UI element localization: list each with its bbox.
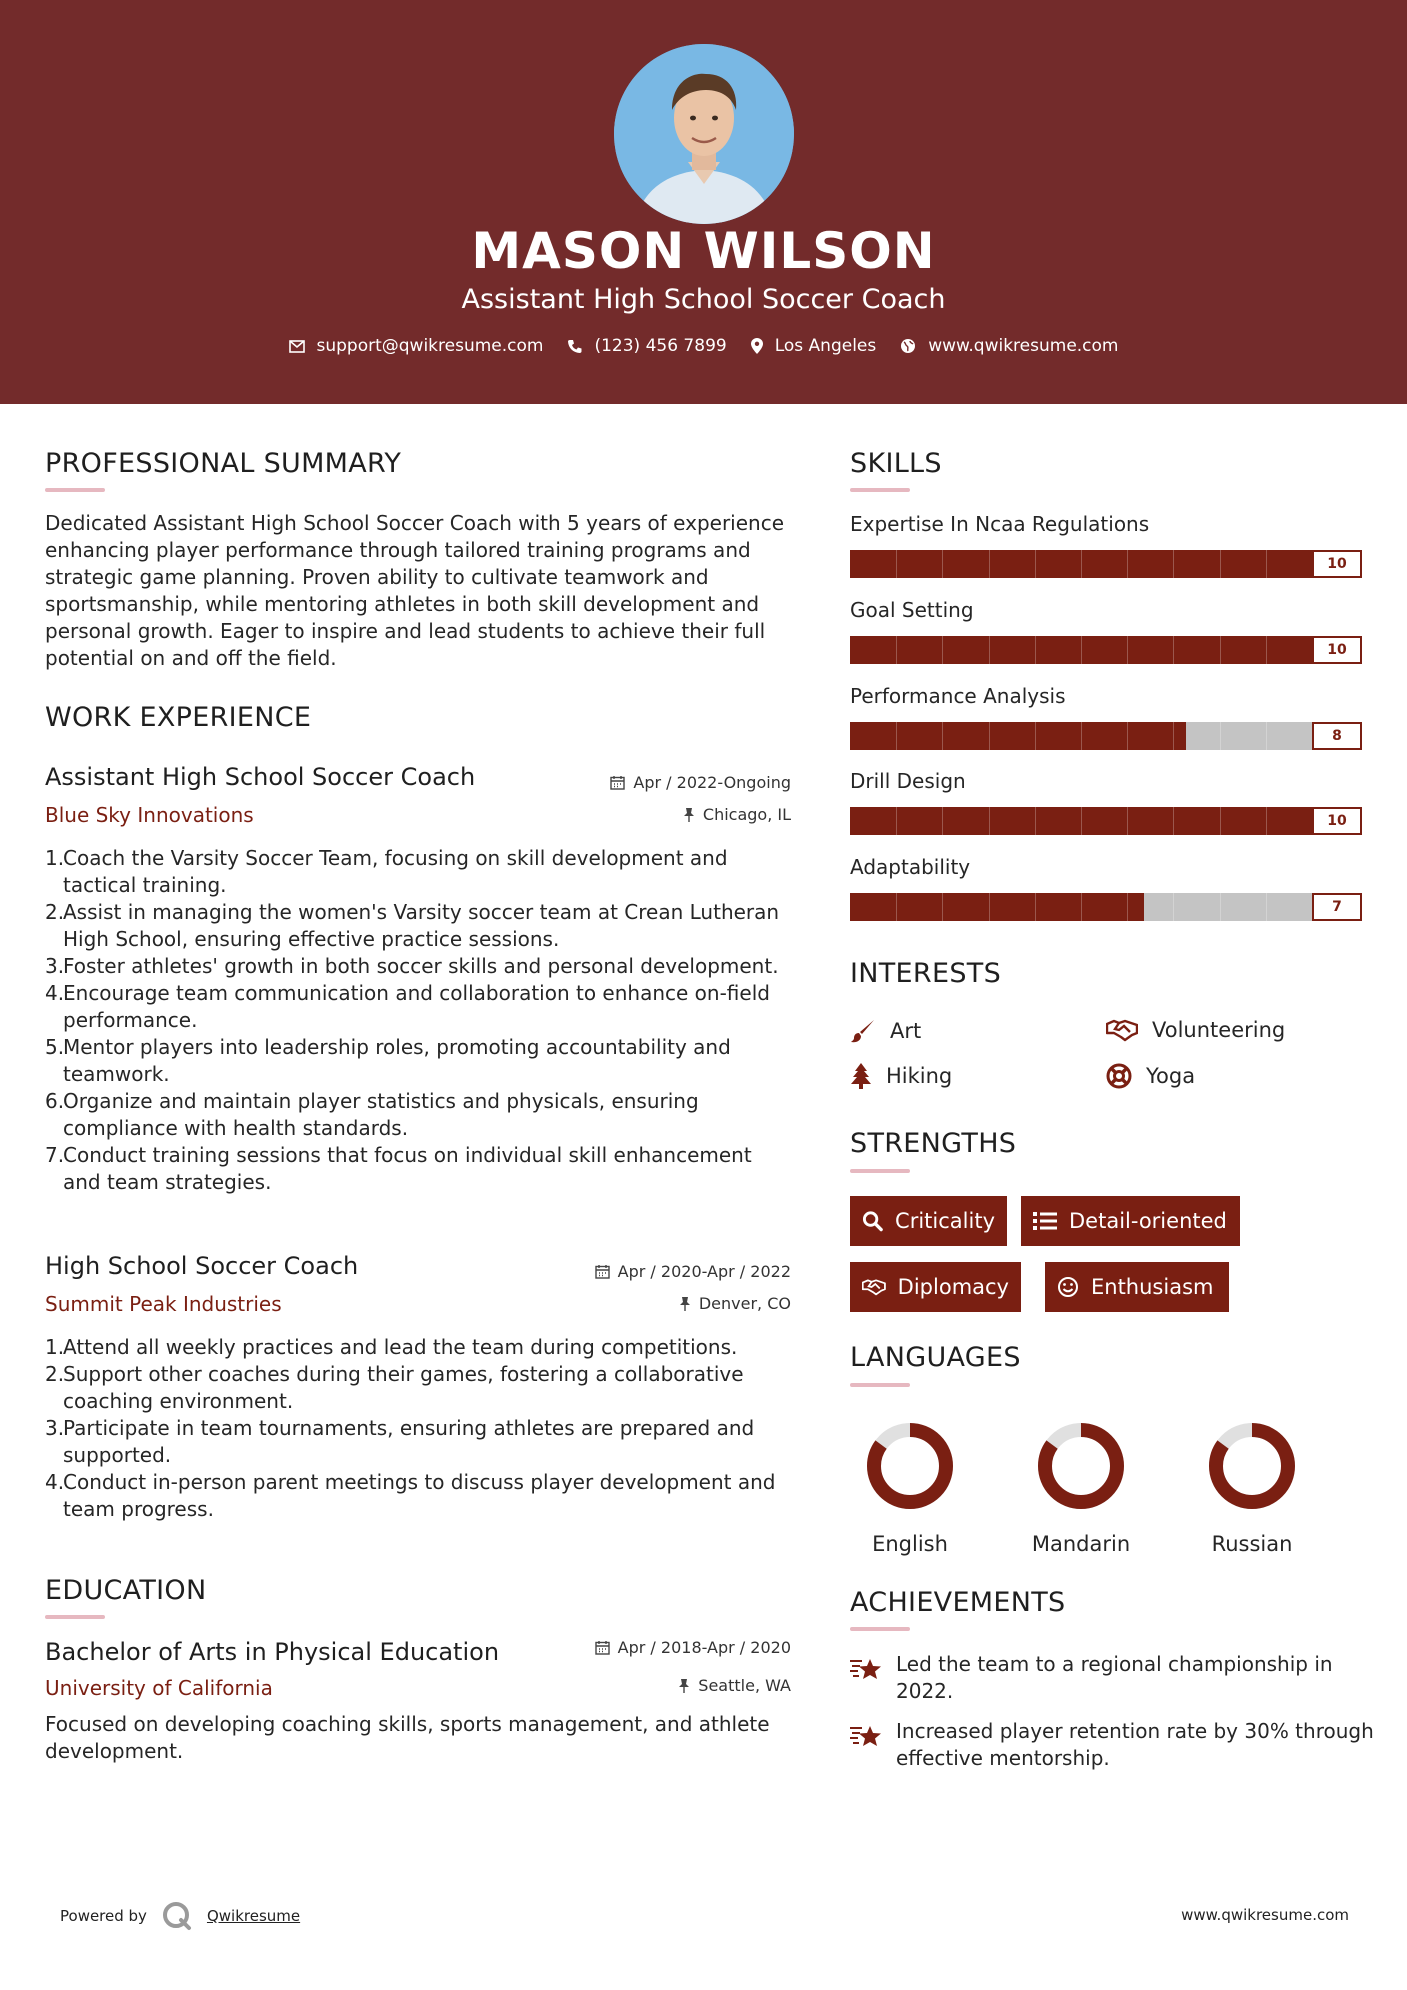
smile-icon xyxy=(1057,1276,1079,1298)
language-donut xyxy=(1204,1418,1300,1514)
job-company: Summit Peak Industries xyxy=(45,1292,282,1316)
trophy-star-icon xyxy=(850,1724,882,1752)
skill-bar-segment xyxy=(1220,550,1221,578)
skill-bar-fill xyxy=(850,893,1144,921)
job-title: Assistant High School Soccer Coach xyxy=(45,763,476,791)
list-item: 1. Coach the Varsity Soccer Team, focusing on skill development and tactical training. xyxy=(45,846,728,897)
job-date xyxy=(491,773,791,792)
strength-label: Enthusiasm xyxy=(1091,1275,1214,1299)
language-item xyxy=(845,1418,975,1556)
skill-bar-segment xyxy=(1173,636,1174,664)
skill-bar-segment xyxy=(989,807,990,835)
skill-level-badge: 8 xyxy=(1312,722,1362,750)
trophy-star-icon xyxy=(850,1657,882,1685)
education-heading: EDUCATION xyxy=(45,1575,207,1606)
language-item xyxy=(1187,1418,1317,1556)
skill-bar xyxy=(850,893,1362,921)
contact-website[interactable] xyxy=(900,336,1118,356)
skill-bar-segment xyxy=(989,636,990,664)
list-item: 5. Mentor players into leadership roles, promoting accountability and teamwork. xyxy=(45,1035,731,1086)
summary-heading: PROFESSIONAL SUMMARY xyxy=(45,448,402,479)
envelope-icon xyxy=(289,340,305,353)
achievements-heading: ACHIEVEMENTS xyxy=(850,1587,1066,1618)
languages-heading: LANGUAGES xyxy=(850,1342,1021,1373)
list-item: 2. Support other coaches during their games, fostering a collaborative coaching environment. xyxy=(45,1362,744,1413)
job-location-text: Chicago, IL xyxy=(702,805,791,824)
achievement-item xyxy=(850,1651,1370,1711)
skills-heading: SKILLS xyxy=(850,448,942,479)
skill-bar-segment xyxy=(1173,722,1174,750)
skill-bar-segment xyxy=(1127,807,1128,835)
calendar-icon xyxy=(595,1640,610,1655)
job-date-text: Apr / 2020-Apr / 2022 xyxy=(617,1262,791,1281)
strengths-underline xyxy=(850,1169,910,1173)
handshake-icon xyxy=(862,1276,886,1298)
calendar-icon xyxy=(610,775,625,790)
language-donut xyxy=(862,1418,958,1514)
skill-bar-fill xyxy=(850,636,1362,664)
calendar-icon xyxy=(595,1264,610,1279)
skill-bar-segment xyxy=(942,550,943,578)
skill-bar-segment xyxy=(1081,893,1082,921)
skill-bar-segment xyxy=(896,636,897,664)
footer-powered-by xyxy=(60,1900,300,1932)
skill-bar-segment xyxy=(942,893,943,921)
pushpin-icon xyxy=(678,1678,690,1693)
education-description: Focused on developing coaching skills, sports management, and athlete development. xyxy=(45,1712,770,1763)
contact-location xyxy=(751,336,877,356)
handshake-icon xyxy=(1106,1018,1138,1042)
skill-bar-segment xyxy=(1266,722,1267,750)
interests-heading: INTERESTS xyxy=(850,958,1002,989)
qwikresume-link[interactable]: Qwikresume xyxy=(206,1907,301,1925)
contact-email[interactable] xyxy=(289,336,544,356)
skill-bar-segment xyxy=(1266,550,1267,578)
skill-bar-segment xyxy=(1220,636,1221,664)
job-location xyxy=(491,1294,791,1313)
profile-photo xyxy=(614,44,794,224)
skill-bar-segment xyxy=(989,550,990,578)
pushpin-icon xyxy=(683,807,695,822)
skill-bar-segment xyxy=(1266,636,1267,664)
skill-bar-segment xyxy=(1220,893,1221,921)
interest-label: Art xyxy=(890,1019,922,1043)
education-underline xyxy=(45,1615,105,1619)
skill-bar-segment xyxy=(1173,550,1174,578)
contact-email-text: support@qwikresume.com xyxy=(316,336,544,356)
strength-label: Detail-oriented xyxy=(1069,1209,1227,1233)
skill-bar-segment xyxy=(1081,722,1082,750)
interest-label: Hiking xyxy=(886,1064,953,1088)
list-item: 3. Participate in team tournaments, ensuring athletes are prepared and supported. xyxy=(45,1416,755,1467)
interest-item-hiking xyxy=(850,1063,952,1089)
skill-bar-segment xyxy=(1035,893,1036,921)
skill-bar-segment xyxy=(989,893,990,921)
skill-bar-segment xyxy=(942,722,943,750)
job-location-text: Denver, CO xyxy=(698,1294,791,1313)
education-location xyxy=(491,1676,791,1695)
skill-bar-segment xyxy=(989,722,990,750)
contact-phone[interactable] xyxy=(567,336,726,356)
skill-level-badge: 10 xyxy=(1312,807,1362,835)
education-date xyxy=(491,1638,791,1657)
header-banner xyxy=(0,0,1407,404)
experience-heading: WORK EXPERIENCE xyxy=(45,702,312,733)
list-item: 2. Assist in managing the women's Varsity soccer team at Crean Lutheran High School, ensuring effective practice sessions. xyxy=(45,900,780,951)
job-title: High School Soccer Coach xyxy=(45,1252,359,1280)
skill-name: Performance Analysis xyxy=(850,684,1066,708)
interest-label: Yoga xyxy=(1146,1064,1196,1088)
skill-bar-segment xyxy=(896,722,897,750)
search-icon xyxy=(862,1210,883,1232)
skills-underline xyxy=(850,488,910,492)
skill-bar xyxy=(850,550,1362,578)
skill-bar-segment xyxy=(1173,893,1174,921)
school-name: University of California xyxy=(45,1676,273,1700)
education-location-text: Seattle, WA xyxy=(698,1676,791,1695)
skill-bar-segment xyxy=(1035,722,1036,750)
skill-name: Adaptability xyxy=(850,855,971,879)
skill-bar-fill xyxy=(850,807,1362,835)
interest-label: Volunteering xyxy=(1152,1018,1286,1042)
skill-name: Expertise In Ncaa Regulations xyxy=(850,512,1150,536)
skill-bar-fill xyxy=(850,722,1186,750)
achievement-text: Led the team to a regional championship in 2022. xyxy=(896,1652,1333,1703)
skill-bar-segment xyxy=(942,807,943,835)
strength-chip-detail-oriented xyxy=(1021,1196,1240,1246)
skill-bar-segment xyxy=(1035,636,1036,664)
contact-phone-text: (123) 456 7899 xyxy=(594,336,727,356)
skill-level-badge: 7 xyxy=(1312,893,1362,921)
list-item: 4. Encourage team communication and collaboration to enhance on-field performance. xyxy=(45,981,770,1032)
skill-bar-segment xyxy=(1081,550,1082,578)
language-donut xyxy=(1033,1418,1129,1514)
job-responsibilities xyxy=(45,845,795,1196)
skill-bar xyxy=(850,807,1362,835)
lifebuoy-icon xyxy=(1106,1063,1132,1089)
list-icon xyxy=(1033,1211,1057,1231)
pushpin-icon xyxy=(679,1296,691,1311)
summary-underline xyxy=(45,488,105,492)
list-item: 4. Conduct in-person parent meetings to discuss player development and team progress. xyxy=(45,1470,776,1521)
contact-website-text: www.qwikresume.com xyxy=(928,336,1119,356)
contact-bar xyxy=(0,336,1407,356)
powered-by-text: Powered by xyxy=(60,1907,147,1925)
list-item: 1. Attend all weekly practices and lead the team during competitions. xyxy=(45,1335,738,1359)
list-item: 3. Foster athletes' growth in both soccer skills and personal development. xyxy=(45,954,779,978)
skill-name: Goal Setting xyxy=(850,598,974,622)
strength-label: Criticality xyxy=(895,1209,995,1233)
strength-chip-diplomacy xyxy=(850,1262,1021,1312)
job-date xyxy=(491,1262,791,1281)
skill-bar-segment xyxy=(1173,807,1174,835)
map-pin-icon xyxy=(751,338,763,354)
strength-chip-criticality xyxy=(850,1196,1007,1246)
skill-bar-segment xyxy=(896,550,897,578)
language-label: Russian xyxy=(1211,1532,1293,1556)
skill-bar-segment xyxy=(1081,636,1082,664)
strengths-heading: STRENGTHS xyxy=(850,1128,1017,1159)
skill-bar-segment xyxy=(1266,807,1267,835)
skill-bar-segment xyxy=(1127,722,1128,750)
interest-item-volunteering xyxy=(1106,1018,1285,1042)
candidate-name: MASON WILSON xyxy=(471,222,936,280)
achievements-underline xyxy=(850,1627,910,1631)
summary-text: Dedicated Assistant High School Soccer Coach with 5 years of experience enhancing player performance through tailored training programs and strategic game planning. Proven ability to cultivate teamwork and sportsmanship, while mentoring athletes in both skill development and personal growth. Eager to inspire and lead students to achieve their full potential on and off the field. xyxy=(45,511,785,670)
qwikresume-logo-icon xyxy=(161,1900,193,1932)
skill-bar-segment xyxy=(1081,807,1082,835)
skill-bar xyxy=(850,636,1362,664)
tree-icon xyxy=(850,1063,872,1089)
job-company: Blue Sky Innovations xyxy=(45,803,254,827)
skill-bar-segment xyxy=(896,893,897,921)
interest-item-yoga xyxy=(1106,1063,1195,1089)
skill-bar-segment xyxy=(1266,893,1267,921)
skill-bar-segment xyxy=(1035,550,1036,578)
language-label: English xyxy=(872,1532,948,1556)
language-item xyxy=(1016,1418,1146,1556)
skill-bar-segment xyxy=(942,636,943,664)
education-date-text: Apr / 2018-Apr / 2020 xyxy=(617,1638,791,1657)
language-label: Mandarin xyxy=(1031,1532,1131,1556)
job-location xyxy=(491,805,791,824)
phone-icon xyxy=(567,339,582,354)
languages-underline xyxy=(850,1383,910,1387)
skill-bar-segment xyxy=(1220,807,1221,835)
list-item: 6. Organize and maintain player statistics and physicals, ensuring compliance with health standards. xyxy=(45,1089,699,1140)
list-item: 7. Conduct training sessions that focus on individual skill enhancement and team strategies. xyxy=(45,1143,752,1194)
skill-bar-segment xyxy=(1035,807,1036,835)
skill-bar-segment xyxy=(1127,636,1128,664)
skill-bar-segment xyxy=(1220,722,1221,750)
degree-title: Bachelor of Arts in Physical Education xyxy=(45,1638,500,1666)
achievement-item xyxy=(850,1718,1374,1778)
skill-bar-segment xyxy=(1127,550,1128,578)
skill-bar-segment xyxy=(1127,893,1128,921)
job-date-text: Apr / 2022-Ongoing xyxy=(633,773,791,792)
contact-location-text: Los Angeles xyxy=(774,336,877,356)
skill-name: Drill Design xyxy=(850,769,966,793)
skill-level-badge: 10 xyxy=(1312,550,1362,578)
candidate-title: Assistant High School Soccer Coach xyxy=(461,284,946,315)
globe-icon xyxy=(900,338,916,354)
skill-bar xyxy=(850,722,1362,750)
achievement-text: Increased player retention rate by 30% through effective mentorship. xyxy=(896,1719,1374,1770)
strength-chip-enthusiasm xyxy=(1045,1262,1229,1312)
job-responsibilities xyxy=(45,1334,795,1523)
paintbrush-icon xyxy=(850,1018,876,1044)
skill-bar-segment xyxy=(896,807,897,835)
interest-item-art xyxy=(850,1018,921,1044)
footer-website: www.qwikresume.com xyxy=(1181,1906,1349,1924)
skill-bar-fill xyxy=(850,550,1362,578)
strength-label: Diplomacy xyxy=(897,1275,1009,1299)
skill-level-badge: 10 xyxy=(1312,636,1362,664)
